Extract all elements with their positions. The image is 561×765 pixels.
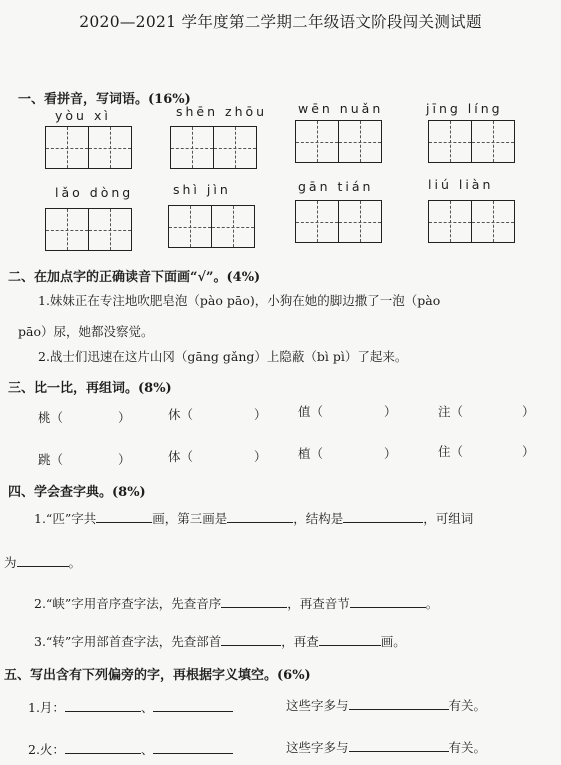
s5-question-2: 2.火： 、 [28, 740, 233, 758]
s5-question-2-tail: 这些字多与 有关。 [286, 740, 487, 755]
pinyin-2: shēn zhōu [176, 104, 268, 119]
s2-question-1-line-1: 1.妹妹正在专注地吹肥皂泡（pào pāo)，小狗在她的脚边撒了一泡（pào [38, 293, 441, 308]
s3-r2-c3-open: 植（ [298, 446, 324, 461]
pinyin-7: gān tián [298, 179, 374, 194]
blank-strokes[interactable] [319, 632, 381, 646]
blank-syllable[interactable] [350, 594, 426, 608]
s2-question-2: 2.战士们迅速在这片山冈（gāng gǎng）上隐蔽（bì pì）了起来。 [38, 349, 408, 364]
blank-fire-meaning[interactable] [349, 738, 449, 752]
s4-question-2: 2.“峡”字用音序查字法，先查音序 ，再查音节 。 [34, 596, 439, 611]
pinyin-3: wēn nuǎn [298, 101, 384, 116]
section-5-heading: 五、写出含有下列偏旁的字，再根据字义填空。(6%) [4, 668, 311, 683]
s5-question-1: 1.月： 、 [28, 698, 233, 716]
writing-grid-8[interactable] [428, 200, 515, 243]
writing-grid-7[interactable] [295, 200, 382, 243]
s3-r1-c3-close[interactable]: ） [384, 404, 397, 419]
s4-question-3: 3.“转”字用部首查字法，先查部首 ，再查 画。 [34, 634, 406, 649]
blank-word[interactable] [17, 553, 69, 567]
s4-question-1: 1.“匹”字共 画，第三画是 ，结构是 ，可组词 [34, 511, 474, 526]
blank-fire-char-2[interactable] [153, 740, 233, 754]
pinyin-5: lǎo dòng [55, 185, 134, 200]
section-2-heading: 二、在加点字的正确读音下面画“√”。(4%) [8, 270, 261, 285]
page-title: 2020—2021 学年度第二学期二年级语文阶段闯关测试题 [79, 13, 482, 31]
blank-letter[interactable] [221, 594, 287, 608]
s3-r2-c4-close[interactable]: ） [522, 444, 535, 459]
writing-grid-1[interactable] [45, 126, 132, 169]
s2-question-1-line-2: pāo）尿，她都没察觉。 [18, 324, 154, 339]
s3-r2-c3-close[interactable]: ） [384, 446, 397, 461]
s3-r2-c1-open: 跳（ [38, 452, 64, 467]
section-4-heading: 四、学会查字典。(8%) [8, 485, 146, 500]
s3-r1-c3-open: 值（ [298, 404, 324, 419]
s3-r1-c2-close[interactable]: ） [254, 407, 267, 422]
blank-radical[interactable] [221, 632, 281, 646]
blank-stroke-count[interactable] [96, 509, 152, 523]
s3-r1-c4-open: 注（ [438, 404, 464, 419]
s3-r1-c1-open: 桃（ [38, 410, 64, 425]
s3-r1-c4-close[interactable]: ） [522, 404, 535, 419]
pinyin-1: yòu xì [55, 108, 111, 123]
blank-moon-char-1[interactable] [65, 698, 141, 712]
writing-grid-6[interactable] [168, 205, 255, 248]
writing-grid-4[interactable] [428, 120, 515, 163]
section-3-heading: 三、比一比，再组词。(8%) [8, 381, 172, 396]
s3-r2-c2-close[interactable]: ） [254, 449, 267, 464]
writing-grid-2[interactable] [170, 126, 257, 169]
pinyin-4: jīng líng [426, 101, 503, 116]
s5-question-1-tail: 这些字多与 有关。 [286, 698, 487, 713]
s3-r2-c1-close[interactable]: ） [118, 452, 131, 467]
s3-r2-c2-open: 体（ [168, 449, 194, 464]
s3-r1-c2-open: 休（ [168, 407, 194, 422]
pinyin-8: liú liàn [428, 177, 494, 192]
blank-third-stroke[interactable] [227, 509, 293, 523]
writing-grid-3[interactable] [295, 120, 382, 163]
writing-grid-5[interactable] [45, 208, 132, 251]
s3-r1-c1-close[interactable]: ） [118, 410, 131, 425]
s3-r2-c4-open: 住（ [438, 444, 464, 459]
blank-fire-char-1[interactable] [65, 740, 141, 754]
blank-moon-char-2[interactable] [153, 698, 233, 712]
section-1-heading: 一、看拼音，写词语。(16%) [18, 92, 191, 107]
blank-moon-meaning[interactable] [349, 696, 449, 710]
s4-question-1-cont: 为 。 [4, 555, 82, 570]
blank-structure[interactable] [343, 509, 423, 523]
pinyin-6: shì jìn [173, 182, 231, 197]
